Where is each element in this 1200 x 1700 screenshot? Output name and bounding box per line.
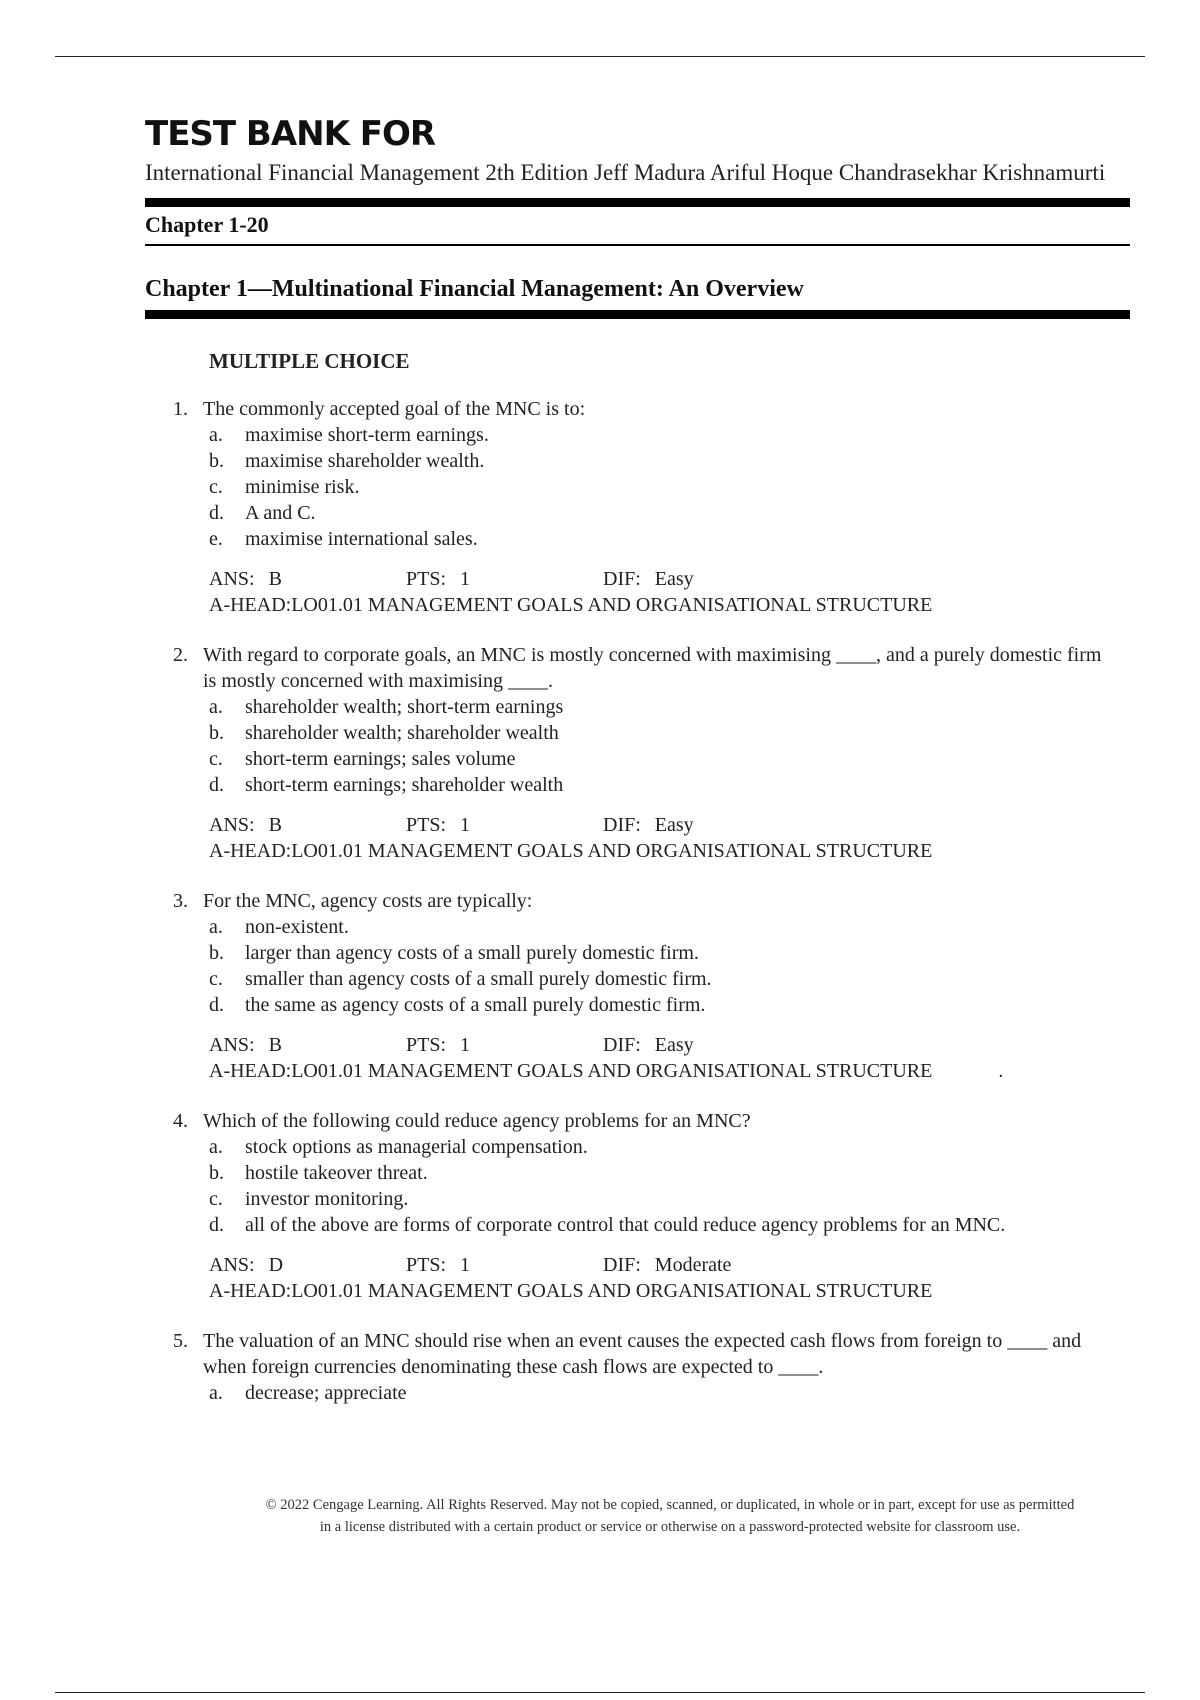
question-text: Which of the following could reduce agency problems for an MNC? bbox=[203, 1110, 751, 1132]
option-letter: d. bbox=[209, 994, 224, 1016]
ans-value: B bbox=[268, 814, 282, 836]
option bbox=[209, 1186, 1130, 1212]
answer-meta bbox=[209, 1032, 1130, 1084]
pts-value: 1 bbox=[460, 1034, 471, 1056]
copyright-line-2: in a license distributed with a certain product or service or otherwise on a password-protected website for classroom use. bbox=[319, 1519, 1021, 1535]
option-text: hostile takeover threat. bbox=[245, 1162, 428, 1184]
ans-label: ANS: bbox=[209, 814, 255, 836]
option-text: short-term earnings; shareholder wealth bbox=[245, 774, 564, 796]
dif-label: DIF: bbox=[603, 568, 641, 590]
pts-label: PTS: bbox=[406, 1034, 447, 1056]
dif-label: DIF: bbox=[603, 1254, 641, 1276]
option-text: shareholder wealth; shareholder wealth bbox=[245, 722, 559, 744]
option bbox=[209, 720, 1130, 746]
question-3 bbox=[145, 888, 1130, 1084]
answer-meta bbox=[209, 1252, 1130, 1304]
chapter-divider bbox=[145, 310, 1130, 319]
option bbox=[209, 1380, 1130, 1406]
question-2 bbox=[145, 642, 1130, 864]
option bbox=[209, 966, 1130, 992]
question-number: 4. bbox=[173, 1110, 188, 1132]
option-letter: a. bbox=[209, 696, 223, 718]
option bbox=[209, 1160, 1130, 1186]
option-letter: a. bbox=[209, 1382, 223, 1404]
option bbox=[209, 448, 1130, 474]
dif-value: Easy bbox=[654, 568, 694, 590]
option bbox=[209, 914, 1130, 940]
a-head: A-HEAD:LO01.01 MANAGEMENT GOALS AND ORGANISATIONAL STRUCTURE bbox=[209, 594, 933, 616]
question-list bbox=[145, 396, 1130, 1406]
option-letter: b. bbox=[209, 1162, 224, 1184]
option-text: A and C. bbox=[245, 502, 316, 524]
option-letter: c. bbox=[209, 748, 223, 770]
question-text: For the MNC, agency costs are typically: bbox=[203, 890, 533, 912]
option-letter: d. bbox=[209, 774, 224, 796]
option-text: decrease; appreciate bbox=[245, 1382, 407, 1404]
option-text: shareholder wealth; short-term earnings bbox=[245, 696, 564, 718]
chapter-heading: Chapter 1—Multinational Financial Management: An Overview bbox=[145, 276, 804, 302]
pts-label: PTS: bbox=[406, 568, 447, 590]
question-1 bbox=[145, 396, 1130, 618]
option-text: stock options as managerial compensation. bbox=[245, 1136, 588, 1158]
option bbox=[209, 500, 1130, 526]
book-title: International Financial Management 2th Edition Jeff Madura Ariful Hoque Chandrasekhar Krishnamurti bbox=[145, 160, 1106, 185]
option-letter: c. bbox=[209, 476, 223, 498]
option-letter: b. bbox=[209, 450, 224, 472]
option bbox=[209, 694, 1130, 720]
ans-value: D bbox=[268, 1254, 284, 1276]
a-head: A-HEAD:LO01.01 MANAGEMENT GOALS AND ORGANISATIONAL STRUCTURE bbox=[209, 840, 933, 862]
a-head-row bbox=[209, 1058, 1130, 1084]
option-text: smaller than agency costs of a small purely domestic firm. bbox=[245, 968, 712, 990]
ans-label: ANS: bbox=[209, 568, 255, 590]
option-text: maximise international sales. bbox=[245, 528, 478, 550]
answer-meta bbox=[209, 812, 1130, 864]
option-text: maximise short-term earnings. bbox=[245, 424, 489, 446]
dif-value: Easy bbox=[654, 814, 694, 836]
copyright-line-1: © 2022 Cengage Learning. All Rights Reserved. May not be copied, scanned, or duplicated, in whole or in part, except for use as permitted bbox=[265, 1497, 1075, 1513]
question-4 bbox=[145, 1108, 1130, 1304]
pts-label: PTS: bbox=[406, 1254, 447, 1276]
option bbox=[209, 1134, 1130, 1160]
ans-label: ANS: bbox=[209, 1254, 255, 1276]
ans-label: ANS: bbox=[209, 1034, 255, 1056]
option-letter: a. bbox=[209, 916, 223, 938]
option bbox=[209, 772, 1130, 798]
option-letter: c. bbox=[209, 968, 223, 990]
question-number: 5. bbox=[173, 1330, 188, 1352]
document-page bbox=[145, 105, 1130, 1430]
copyright-footer bbox=[210, 1494, 1130, 1538]
option-text: larger than agency costs of a small purely domestic firm. bbox=[245, 942, 699, 964]
doc-title: TEST BANK FOR bbox=[145, 114, 436, 154]
top-divider bbox=[55, 56, 1145, 57]
option-letter: c. bbox=[209, 1188, 223, 1210]
section-heading: MULTIPLE CHOICE bbox=[209, 349, 410, 373]
option-text: minimise risk. bbox=[245, 476, 360, 498]
option bbox=[209, 940, 1130, 966]
option-text: all of the above are forms of corporate control that could reduce agency problems for an MNC. bbox=[245, 1214, 1006, 1236]
option-text: the same as agency costs of a small purely domestic firm. bbox=[245, 994, 706, 1016]
option-letter: b. bbox=[209, 942, 224, 964]
option bbox=[209, 422, 1130, 448]
a-head: A-HEAD:LO01.01 MANAGEMENT GOALS AND ORGANISATIONAL STRUCTURE bbox=[209, 1280, 933, 1302]
thin-divider bbox=[145, 244, 1130, 246]
option bbox=[209, 992, 1130, 1018]
thick-divider bbox=[145, 198, 1130, 207]
pts-value: 1 bbox=[460, 814, 471, 836]
option bbox=[209, 1212, 1130, 1238]
option bbox=[209, 474, 1130, 500]
option-text: non-existent. bbox=[245, 916, 349, 938]
question-text: With regard to corporate goals, an MNC is mostly concerned with maximising ____, and a purely domestic firm is mostly concerned with maximising ____. bbox=[203, 644, 1102, 692]
option-letter: d. bbox=[209, 1214, 224, 1236]
answer-meta bbox=[209, 566, 1130, 618]
ans-value: B bbox=[268, 568, 282, 590]
question-text: The commonly accepted goal of the MNC is to: bbox=[203, 398, 586, 420]
option-text: short-term earnings; sales volume bbox=[245, 748, 516, 770]
question-5 bbox=[145, 1328, 1130, 1406]
option-letter: e. bbox=[209, 528, 223, 550]
question-number: 2. bbox=[173, 644, 188, 666]
dif-label: DIF: bbox=[603, 814, 641, 836]
option-letter: a. bbox=[209, 424, 223, 446]
dif-value: Moderate bbox=[654, 1254, 732, 1276]
option-letter: a. bbox=[209, 1136, 223, 1158]
question-number: 3. bbox=[173, 890, 188, 912]
option-letter: d. bbox=[209, 502, 224, 524]
pts-value: 1 bbox=[460, 1254, 471, 1276]
ans-value: B bbox=[268, 1034, 282, 1056]
a-head: A-HEAD:LO01.01 MANAGEMENT GOALS AND ORGANISATIONAL STRUCTURE bbox=[209, 1060, 933, 1082]
question-number: 1. bbox=[173, 398, 188, 420]
option bbox=[209, 526, 1130, 552]
option-text: maximise shareholder wealth. bbox=[245, 450, 485, 472]
question-text: The valuation of an MNC should rise when an event causes the expected cash flows from foreign to ____ and when foreign currencies denominating these cash flows are expected to ____. bbox=[203, 1330, 1082, 1378]
pts-label: PTS: bbox=[406, 814, 447, 836]
trailing-dot: . bbox=[998, 1060, 1004, 1082]
pts-value: 1 bbox=[460, 568, 471, 590]
bottom-divider bbox=[55, 1692, 1145, 1693]
dif-value: Easy bbox=[654, 1034, 694, 1056]
option-text: investor monitoring. bbox=[245, 1188, 409, 1210]
chapter-range: Chapter 1-20 bbox=[145, 212, 269, 237]
option-letter: b. bbox=[209, 722, 224, 744]
dif-label: DIF: bbox=[603, 1034, 641, 1056]
option bbox=[209, 746, 1130, 772]
